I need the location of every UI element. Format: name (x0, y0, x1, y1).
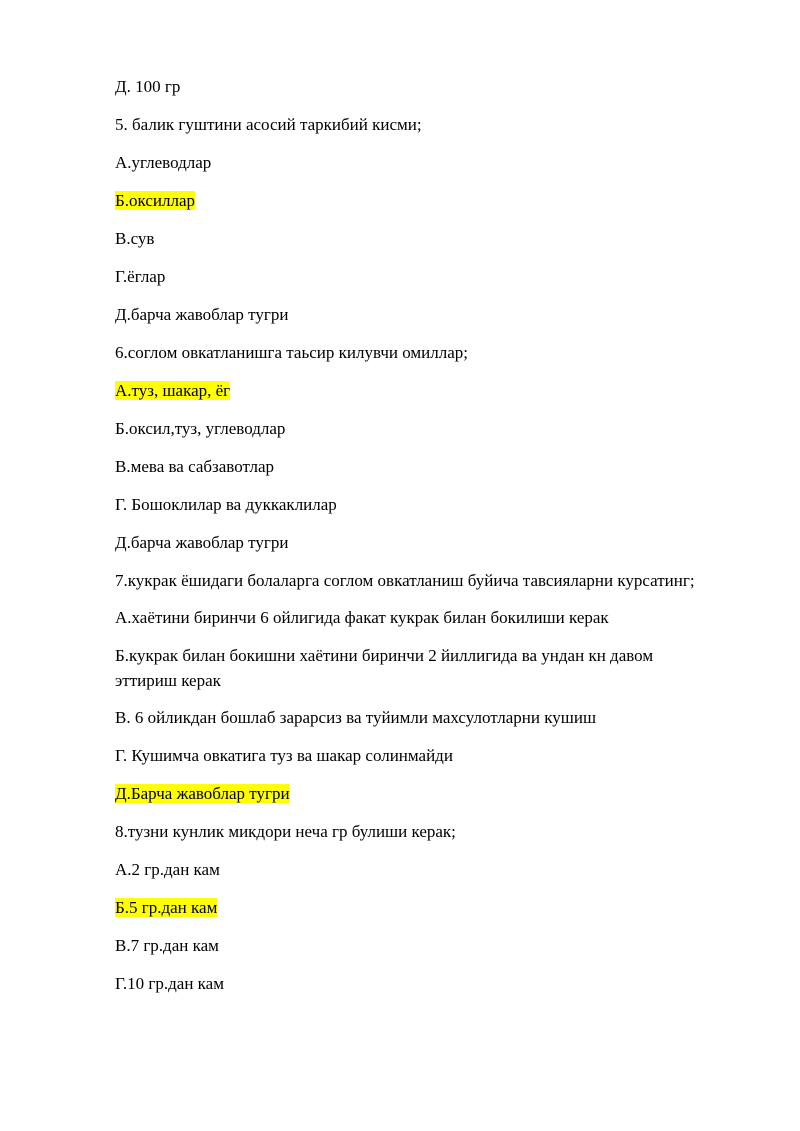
answer-option-a (115, 378, 715, 404)
line-text: Д.барча жавоблар тугри (115, 533, 289, 552)
line-text: Г. Бошоклилар ва дуккаклилар (115, 495, 337, 514)
question-7 (115, 568, 715, 593)
line-text: Б.оксил,туз, углеводлар (115, 419, 286, 438)
line-text: 8.тузни кунлик микдори неча гр булиши керак; (115, 822, 456, 841)
line-text: 6.соглом овкатланишга таьсир килувчи омиллар; (115, 343, 469, 362)
question-8 (115, 819, 715, 845)
line-text: 5. балик гуштини асосий таркибий кисми; (115, 115, 422, 134)
line-text: Д.барча жавоблар тугри (115, 305, 289, 324)
answer-option-b (115, 416, 715, 442)
highlighted-answer: Б.5 гр.дан кам (115, 898, 218, 917)
answer-option-b (115, 643, 715, 693)
highlighted-answer: А.туз, шакар, ёг (115, 381, 231, 400)
line-text: В.мева ва сабзавотлар (115, 457, 275, 476)
highlighted-answer: Б.оксиллар (115, 191, 196, 210)
answer-option-a (115, 857, 715, 883)
question-5 (115, 112, 715, 138)
line-text: Д. 100 гр (115, 77, 181, 96)
answer-option-g (115, 743, 715, 769)
answer-option-b (115, 188, 715, 214)
line-text: Б.кукрак билан бокишни хаётини биринчи 2 йиллигида ва ундан кн давом эттириш керак (115, 646, 654, 690)
answer-option-a (115, 150, 715, 176)
answer-option-v (115, 933, 715, 959)
line-text: Г. Кушимча овкатига туз ва шакар солинмайди (115, 746, 453, 765)
answer-option-v (115, 454, 715, 480)
answer-option-d (115, 781, 715, 807)
answer-option-b (115, 895, 715, 921)
answer-option-d (115, 530, 715, 556)
line-text: А.углеводлар (115, 153, 212, 172)
line-text: 7.кукрак ёшидаги болаларга соглом овкатланиш буйича тавсияларни курсатинг; (115, 571, 695, 590)
line-text: В. 6 ойликдан бошлаб зарарсиз ва туйимли махсулотларни кушиш (115, 708, 597, 727)
line-text: В.7 гр.дан кам (115, 936, 219, 955)
answer-option-g (115, 971, 715, 997)
highlighted-answer: Д.Барча жавоблар тугри (115, 784, 290, 803)
line-text: А.2 гр.дан кам (115, 860, 220, 879)
answer-option-g (115, 264, 715, 290)
answer-option-a (115, 605, 715, 631)
question-6 (115, 340, 715, 366)
answer-option-d (115, 302, 715, 328)
answer-option-v (115, 705, 715, 731)
answer-option-g (115, 492, 715, 518)
answer-option-d (115, 74, 715, 100)
line-text: А.хаётини биринчи 6 ойлигида факат кукрак билан бокилиши керак (115, 608, 609, 627)
document-body (115, 74, 715, 1009)
answer-option-v (115, 226, 715, 252)
line-text: Г.10 гр.дан кам (115, 974, 224, 993)
line-text: Г.ёглар (115, 267, 166, 286)
line-text: В.сув (115, 229, 155, 248)
